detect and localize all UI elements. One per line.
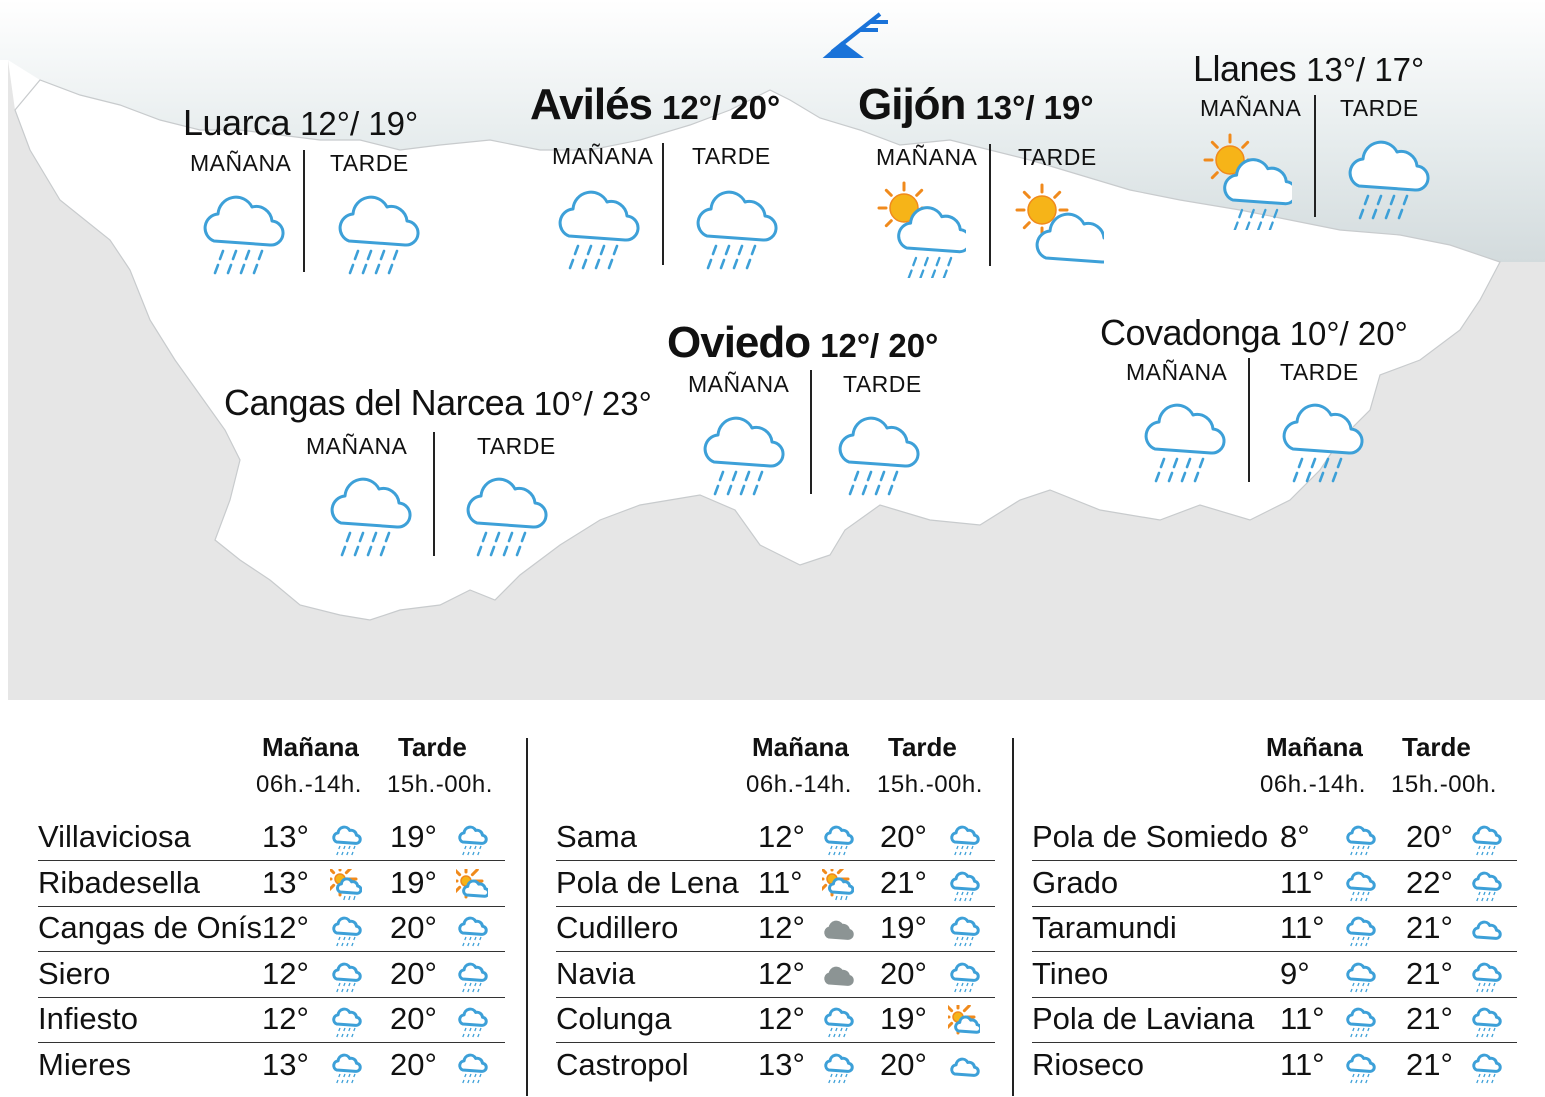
rain-cloud-icon — [695, 406, 785, 506]
rain-small-icon — [456, 823, 488, 857]
rain-small-icon — [1470, 823, 1502, 857]
rain-small-icon — [1344, 960, 1376, 994]
header-morning-hours: 06h.-14h. — [256, 771, 362, 798]
rain-small-icon — [330, 1051, 362, 1085]
header-afternoon-hours: 15h.-00h. — [877, 771, 983, 798]
afternoon-temp: 20° — [390, 1001, 437, 1036]
city-name: Cangas del Narcea — [224, 382, 524, 423]
afternoon-label: TARDE — [1280, 359, 1359, 385]
afternoon-label: TARDE — [477, 433, 556, 459]
rain-small-icon — [1344, 914, 1376, 948]
afternoon-label: TARDE — [330, 150, 409, 176]
morning-label: MAÑANA — [306, 433, 408, 459]
morning-temp: 12° — [262, 955, 309, 991]
row-location: Villaviciosa — [38, 819, 191, 854]
header-morning: Mañana — [1266, 732, 1363, 762]
rain-small-icon — [948, 914, 980, 948]
city-name: Luarca — [183, 102, 291, 143]
header-morning: Mañana — [752, 732, 849, 762]
table-row — [556, 1043, 995, 1088]
row-location: Rioseco — [1032, 1046, 1144, 1082]
rain-small-icon — [1344, 1005, 1376, 1039]
header-afternoon: Tarde — [398, 732, 467, 762]
rain-cloud-icon — [550, 180, 640, 280]
table-row — [1032, 952, 1517, 998]
sun-cloud-small-icon — [948, 1005, 980, 1039]
morning-label: MAÑANA — [1200, 95, 1302, 121]
sun-cloud-small-icon — [456, 869, 488, 903]
row-location: Siero — [38, 955, 111, 991]
rain-small-icon — [330, 960, 362, 994]
rain-small-icon — [1344, 823, 1376, 857]
rain-small-icon — [330, 823, 362, 857]
rain-small-icon — [1344, 1051, 1376, 1085]
rain-cloud-icon — [1274, 393, 1364, 493]
sun-cloud-rain-small-icon — [330, 869, 362, 903]
header-afternoon-hours: 15h.-00h. — [1391, 771, 1497, 798]
rain-cloud-icon — [322, 467, 412, 567]
afternoon-temp: 20° — [880, 955, 927, 991]
morning-temp: 12° — [758, 1001, 805, 1036]
table-row — [1032, 906, 1517, 952]
header-afternoon: Tarde — [888, 732, 957, 762]
morning-temp: 12° — [758, 910, 805, 945]
rain-small-icon — [456, 1051, 488, 1085]
morning-label: MAÑANA — [190, 150, 292, 176]
afternoon-label: TARDE — [1340, 95, 1419, 121]
city-name: Oviedo — [667, 318, 811, 367]
morning-label: MAÑANA — [876, 144, 978, 170]
afternoon-temp: 21° — [1406, 910, 1453, 945]
row-location: Taramundi — [1032, 910, 1177, 945]
table-row — [556, 861, 995, 907]
table-row — [38, 815, 505, 861]
city-name: Llanes — [1193, 48, 1297, 89]
afternoon-temp: 19° — [880, 910, 927, 945]
morning-temp: 13° — [262, 1046, 309, 1082]
row-location: Sama — [556, 819, 637, 854]
city-temps: 10°/ 20° — [1289, 315, 1408, 352]
city-temps: 10°/ 23° — [533, 385, 652, 422]
morning-temp: 8° — [1280, 819, 1310, 854]
sun-cloud-rain-icon — [1202, 130, 1292, 230]
afternoon-label: TARDE — [843, 371, 922, 397]
rain-cloud-icon — [1340, 130, 1430, 230]
table-row — [38, 906, 505, 952]
city-temps: 13°/ 17° — [1306, 51, 1425, 88]
rain-small-icon — [1470, 869, 1502, 903]
afternoon-temp: 21° — [1406, 1001, 1453, 1036]
sun-cloud-icon — [1014, 178, 1104, 278]
city-temps: 12°/ 20° — [662, 89, 781, 126]
row-location: Castropol — [556, 1046, 689, 1082]
city-name: Avilés — [530, 80, 653, 129]
afternoon-temp: 20° — [390, 955, 437, 991]
morning-temp: 12° — [262, 1001, 309, 1036]
sun-cloud-rain-icon — [876, 178, 966, 278]
row-location: Pola de Somiedo — [1032, 819, 1269, 854]
city-name: Covadonga — [1100, 312, 1280, 353]
afternoon-temp: 19° — [390, 819, 437, 854]
rain-cloud-icon — [1136, 393, 1226, 493]
table-row — [38, 952, 505, 998]
rain-small-icon — [822, 823, 854, 857]
afternoon-temp: 20° — [880, 1046, 927, 1082]
morning-temp: 11° — [1280, 864, 1325, 900]
header-morning-hours: 06h.-14h. — [746, 771, 852, 798]
morning-label: MAÑANA — [688, 371, 790, 397]
row-location: Cangas de Onís — [38, 910, 263, 945]
rain-cloud-icon — [458, 467, 548, 567]
header-morning: Mañana — [262, 732, 359, 762]
grey-cloud-small-icon — [822, 960, 854, 994]
city-temps: 13°/ 19° — [975, 89, 1094, 126]
afternoon-temp: 20° — [880, 819, 927, 854]
cloud-small-icon — [948, 1051, 980, 1085]
row-location: Mieres — [38, 1046, 132, 1082]
rain-small-icon — [1470, 960, 1502, 994]
table-row — [556, 997, 995, 1043]
row-location: Pola de Laviana — [1032, 1001, 1255, 1036]
afternoon-label: TARDE — [692, 143, 771, 169]
afternoon-label: TARDE — [1018, 144, 1097, 170]
table-row — [1032, 997, 1517, 1043]
afternoon-temp: 19° — [390, 864, 437, 900]
city-temps: 12°/ 19° — [300, 105, 419, 142]
rain-small-icon — [822, 1005, 854, 1039]
rain-cloud-icon — [688, 180, 778, 280]
row-location: Ribadesella — [38, 864, 200, 900]
rain-small-icon — [456, 960, 488, 994]
table-row — [1032, 1043, 1517, 1088]
rain-small-icon — [822, 1051, 854, 1085]
rain-small-icon — [948, 960, 980, 994]
table-row — [38, 861, 505, 907]
afternoon-temp: 20° — [1406, 819, 1453, 854]
afternoon-temp: 22° — [1406, 864, 1453, 900]
morning-temp: 11° — [1280, 1046, 1325, 1082]
rain-small-icon — [948, 823, 980, 857]
city-name: Gijón — [858, 80, 966, 129]
morning-temp: 12° — [758, 819, 805, 854]
afternoon-temp: 21° — [1406, 1046, 1453, 1082]
rain-small-icon — [456, 1005, 488, 1039]
table-row — [1032, 815, 1517, 861]
afternoon-temp: 20° — [390, 1046, 437, 1082]
afternoon-temp: 19° — [880, 1001, 927, 1036]
afternoon-temp: 20° — [390, 910, 437, 945]
rain-small-icon — [1470, 1051, 1502, 1085]
cloud-small-icon — [1470, 914, 1502, 948]
rain-small-icon — [1470, 1005, 1502, 1039]
row-location: Infiesto — [38, 1001, 138, 1036]
table-row — [556, 815, 995, 861]
table-row — [556, 906, 995, 952]
row-location: Grado — [1032, 864, 1119, 900]
morning-temp: 13° — [262, 819, 309, 854]
morning-label: MAÑANA — [1126, 359, 1228, 385]
table-row — [38, 1043, 505, 1088]
morning-temp: 11° — [1280, 910, 1325, 945]
morning-temp: 11° — [1280, 1001, 1325, 1036]
city-temps: 12°/ 20° — [820, 327, 939, 364]
row-location: Cudillero — [556, 910, 679, 945]
row-location: Pola de Lena — [556, 864, 739, 900]
morning-temp: 11° — [758, 864, 803, 900]
afternoon-temp: 21° — [1406, 955, 1453, 991]
sun-cloud-rain-small-icon — [822, 869, 854, 903]
rain-small-icon — [1344, 869, 1376, 903]
rain-small-icon — [330, 1005, 362, 1039]
rain-cloud-icon — [195, 185, 285, 285]
afternoon-temp: 21° — [880, 864, 927, 900]
morning-label: MAÑANA — [552, 143, 654, 169]
rain-cloud-icon — [330, 185, 420, 285]
morning-temp: 12° — [262, 910, 309, 945]
table-row — [1032, 861, 1517, 907]
table-row — [556, 952, 995, 998]
row-location: Colunga — [556, 1001, 672, 1036]
rain-small-icon — [456, 914, 488, 948]
morning-temp: 13° — [758, 1046, 805, 1082]
table-row — [38, 997, 505, 1043]
header-morning-hours: 06h.-14h. — [1260, 771, 1366, 798]
morning-temp: 12° — [758, 955, 805, 991]
header-afternoon: Tarde — [1402, 732, 1471, 762]
rain-small-icon — [330, 914, 362, 948]
rain-small-icon — [948, 869, 980, 903]
morning-temp: 13° — [262, 864, 309, 900]
rain-cloud-icon — [830, 406, 920, 506]
header-afternoon-hours: 15h.-00h. — [387, 771, 493, 798]
grey-cloud-small-icon — [822, 914, 854, 948]
row-location: Tineo — [1032, 955, 1109, 991]
morning-temp: 9° — [1280, 955, 1310, 991]
row-location: Navia — [556, 955, 636, 991]
